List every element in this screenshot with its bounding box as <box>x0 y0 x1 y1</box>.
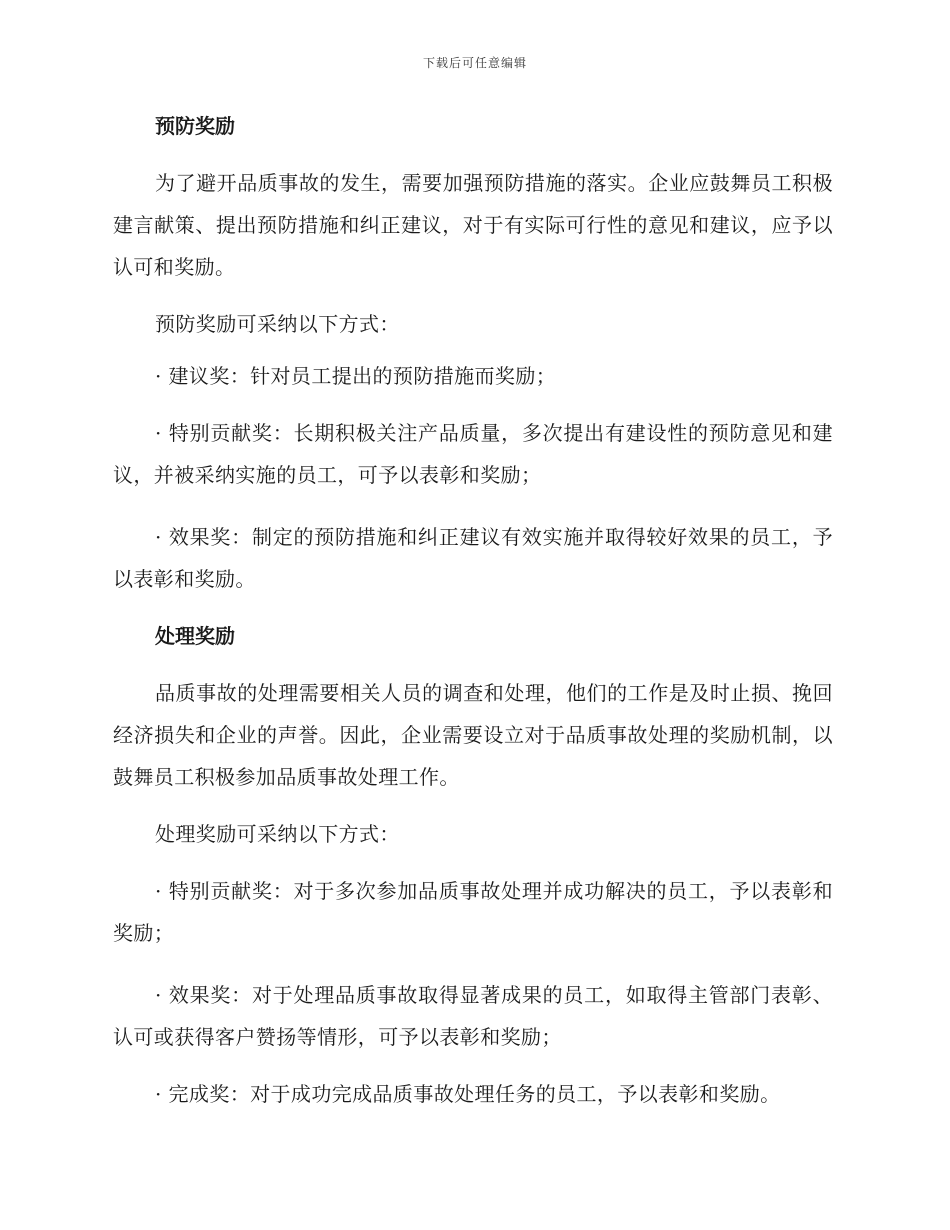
list-item: · 效果奖：制定的预防措施和纠正建议有效实施并取得较好效果的员工，予以表彰和奖励。 <box>113 525 833 591</box>
ways-intro-paragraph: 预防奖励可采纳以下方式： <box>155 312 400 336</box>
section-heading-prevention: 预防奖励 <box>155 114 235 138</box>
list-item: · 特别贡献奖：长期积极关注产品质量，多次提出有建设性的预防意见和建议，并被采纳实施的员工，可予以表彰和奖励； <box>113 421 833 487</box>
list-item: · 完成奖：对于成功完成品质事故处理任务的员工，予以表彰和奖励。 <box>155 1082 781 1106</box>
page-header: 下载后可任意编辑 <box>422 56 527 70</box>
document-body <box>113 110 833 1130</box>
list-item: · 特别贡献奖：对于多次参加品质事故处理并成功解决的员工，予以表彰和奖励； <box>113 879 833 945</box>
section-intro-paragraph: 为了避开品质事故的发生，需要加强预防措施的落实。企业应鼓舞员工积极建言献策、提出预防措施和纠正建议，对于有实际可行性的意见和建议，应予以认可和奖励。 <box>113 171 833 279</box>
list-item: · 效果奖：对于处理品质事故取得显著成果的员工，如取得主管部门表彰、认可或获得客户赞扬等情形，可予以表彰和奖励； <box>113 983 833 1049</box>
list-item: · 建议奖：针对员工提出的预防措施而奖励； <box>155 364 557 388</box>
section-heading-handling: 处理奖励 <box>155 624 235 648</box>
ways-intro-paragraph: 处理奖励可采纳以下方式： <box>155 822 400 846</box>
section-intro-paragraph: 品质事故的处理需要相关人员的调查和处理，他们的工作是及时止损、挽回经济损失和企业的声誉。因此，企业需要设立对于品质事故处理的奖励机制，以鼓舞员工积极参加品质事故处理工作。 <box>113 681 833 789</box>
